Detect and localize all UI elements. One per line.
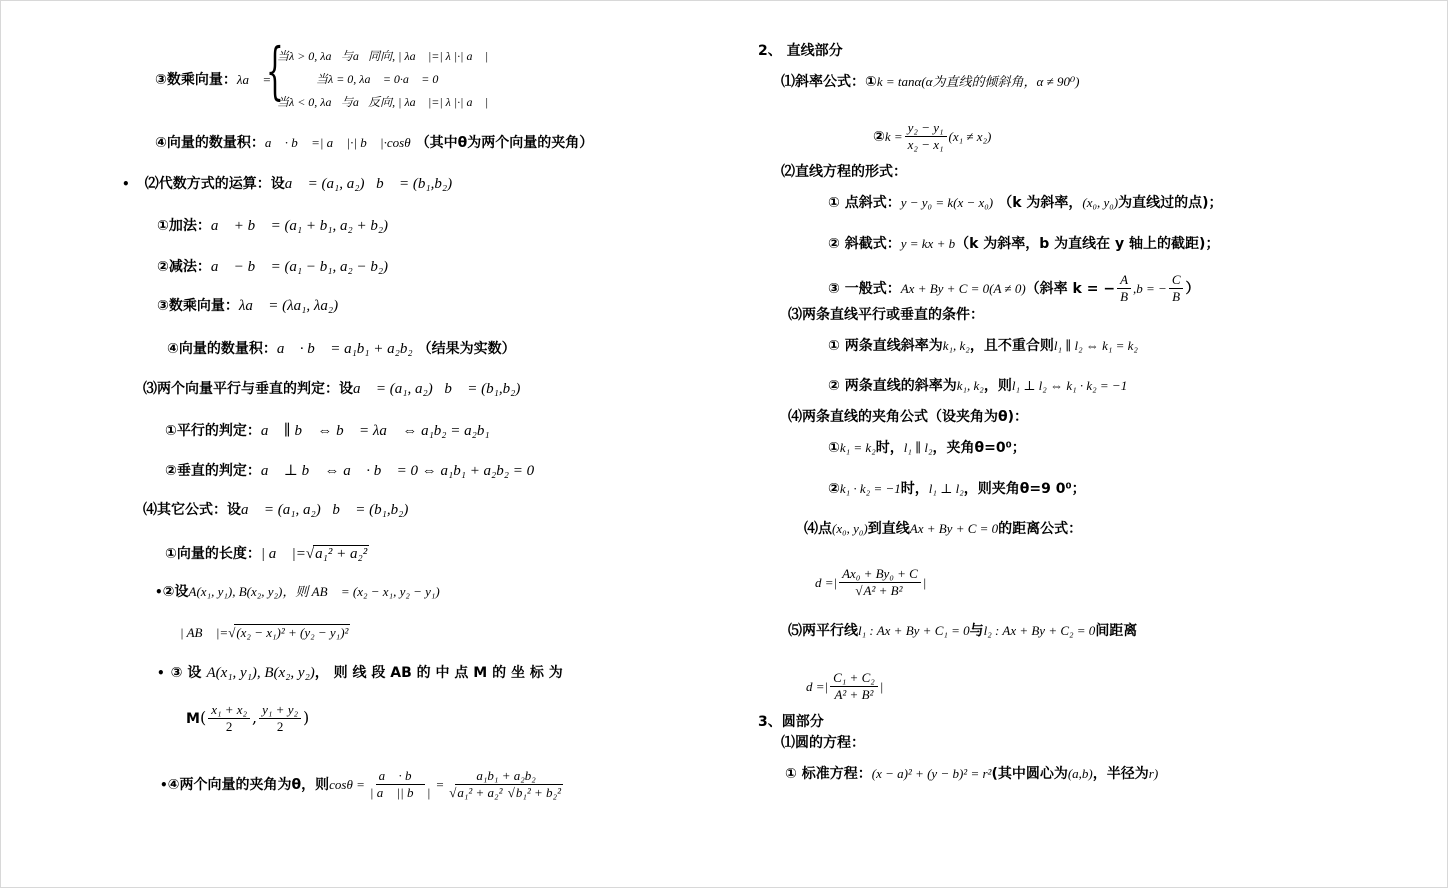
- addition-line: ①加法：a⃗ + b⃗ = (a₁ + b₁, a₂ + b₂): [157, 218, 389, 234]
- point-line-distance-heading: ⑷点(x₀, y₀)到直线Ax + By + C = 0的距离公式：: [804, 521, 1083, 537]
- section-lines-heading: 2、 直线部分: [758, 43, 843, 59]
- parallel-perpendicular-conditions-heading: ⑶两条直线平行或垂直的条件：: [788, 307, 984, 323]
- perpendicular-condition: ② 两条直线的斜率为k₁, k₂，则l₁ ⊥ l₂ ⇔ k₁ · k₂ = −1: [828, 378, 1128, 394]
- parallel-condition: ① 两条直线斜率为k₁, k₂，且不重合则l₁ ∥ l₂ ⇔ k₁ = k₂: [828, 338, 1138, 354]
- scalar-line: ③数乘向量：λa⃗ = (λa₁, λa₂): [157, 298, 339, 314]
- case-negative: 当λ < 0, λa⃗与a⃗反向, | λa⃗ |=| λ |·| a⃗ |: [277, 95, 489, 109]
- angle-case-perpendicular: ②k₁ · k₂ = −1时，l₁ ⊥ l₂，则夹角θ=9 0⁰；: [828, 481, 1086, 497]
- standard-circle-equation: ① 标准方程：(x − a)² + (y − b)² = r²(其中圆心为(a,b)，半径为r): [785, 766, 1159, 782]
- vector-length-line: ①向量的长度：| a⃗ |=√a₁² + a₂²: [165, 546, 368, 562]
- parallel-test-line: ①平行的判定：a⃗ ∥ b⃗ ⇔ b⃗ = λa⃗ ⇔ a₁b₂ = a₂b₁: [165, 423, 490, 439]
- ab-vector-line: •②设A(x₁, y₁), B(x₂, y₂)，则 AB⃗ = (x₂ − x₁, y₂ − y₁)；: [155, 584, 450, 600]
- ab-length-line: | AB⃗ |=√(x₂ − x₁)² + (y₂ − y₁)²: [180, 625, 349, 640]
- midpoint-line: • ③ 设 A(x₁, y₁), B(x₂, y₂)， 则 线 段 AB 的 中 点 M 的 坐 标 为: [157, 665, 563, 681]
- dot-product-line: ④向量的数量积：a⃗ · b⃗ =| a⃗ |·| b⃗ |·cosθ （其中θ为两个向量的夹角）: [155, 135, 594, 151]
- case-brace: {: [266, 34, 284, 107]
- case-positive: 当λ > 0, λa⃗与a⃗同向, | λa⃗ |=| λ |·| a⃗ |: [277, 49, 489, 63]
- section-circle-heading: 3、圆部分: [758, 714, 824, 730]
- general-form: ③ 一般式：Ax + By + C = 0(A ≠ 0)（斜率 k = − $\frac{A}{B}$ ,b = − $\frac{C}{B}$ ）: [828, 272, 1200, 304]
- slope-intercept-form: ② 斜截式：y = kx + b（k 为斜率，b 为直线在 y 轴上的截距)；: [828, 236, 1220, 252]
- angle-formula-line: •④两个向量的夹角为θ，则cosθ = $\frac{a⃗ \cdot b⃗}{| a⃗ || b⃗ |}$ = $\frac{\text{a₁b₁ + a₂b₂}}{\text{√a₁² + a₂² √b₁² + b₂²}}$: [160, 768, 561, 800]
- line-equation-forms-heading: ⑵直线方程的形式：: [781, 164, 907, 180]
- algebraic-ops-heading: • ⑵代数方式的运算：设a⃗ = (a₁, a₂)，b⃗ = (b₁,b₂)，: [122, 176, 464, 192]
- parallel-lines-distance-heading: ⑸两平行线l₁ : Ax + By + C₁ = 0与l₂ : Ax + By + C₂ = 0间距离: [788, 623, 1138, 639]
- slope-formula-1: ⑴斜率公式：①k = tanα(α为直线的倾斜角，α ≠ 90⁰): [781, 74, 1080, 90]
- slope-formula-2: ②k = $\frac{\text{y₂ − y₁}}{\text{x₂ − x₁}}$ (x₁ ≠ x₂): [873, 120, 992, 152]
- point-line-distance-formula: d =| $\frac{\text{Ax₀ + By₀ + C}}{\text{√A² + B²}}$ |: [815, 566, 927, 598]
- dot-product-algebraic-line: ④向量的数量积：a⃗ · b⃗ = a₁b₁ + a₂b₂ （结果为实数）: [167, 341, 516, 357]
- scalar-multiplication-heading: ③数乘向量：λa⃗ =: [155, 72, 272, 88]
- point-slope-form: ① 点斜式：y − y₀ = k(x − x₀) （k 为斜率，(x₀, y₀)为直线过的点)；: [828, 195, 1223, 211]
- parallel-lines-distance-formula: d =| $\frac{\text{C₁ + C₂}}{\text{A² + B²}}$ |: [806, 670, 884, 702]
- midpoint-formula: M( $\frac{\text{x₁ + x₂}}{2}$ , $\frac{\text{y₁ + y₂}}{2}$ ): [186, 702, 310, 734]
- angle-between-lines-heading: ⑷两条直线的夹角公式（设夹角为θ)：: [788, 409, 1029, 425]
- subtraction-line: ②减法：a⃗ − b⃗ = (a₁ − b₁, a₂ − b₂): [157, 259, 389, 275]
- circle-equation-heading: ⑴圆的方程：: [781, 735, 865, 751]
- perpendicular-test-line: ②垂直的判定：a⃗ ⊥ b⃗ ⇔ a⃗ · b⃗ = 0 ⇔ a₁b₁ + a₂b₂ = 0: [165, 463, 535, 479]
- parallel-perpendicular-heading: ⑶两个向量平行与垂直的判定：设a⃗ = (a₁, a₂)，b⃗ = (b₁,b₂)，: [143, 381, 533, 397]
- angle-case-parallel: ①k₁ = k₂时，l₁ ∥ l₂，夹角θ=0⁰；: [828, 440, 1026, 456]
- other-formulas-heading: ⑷其它公式：设a⃗ = (a₁, a₂)，b⃗ = (b₁,b₂): [143, 502, 409, 518]
- case-zero: 当λ = 0, λa⃗ = 0·a⃗ = 0⃗: [316, 72, 448, 86]
